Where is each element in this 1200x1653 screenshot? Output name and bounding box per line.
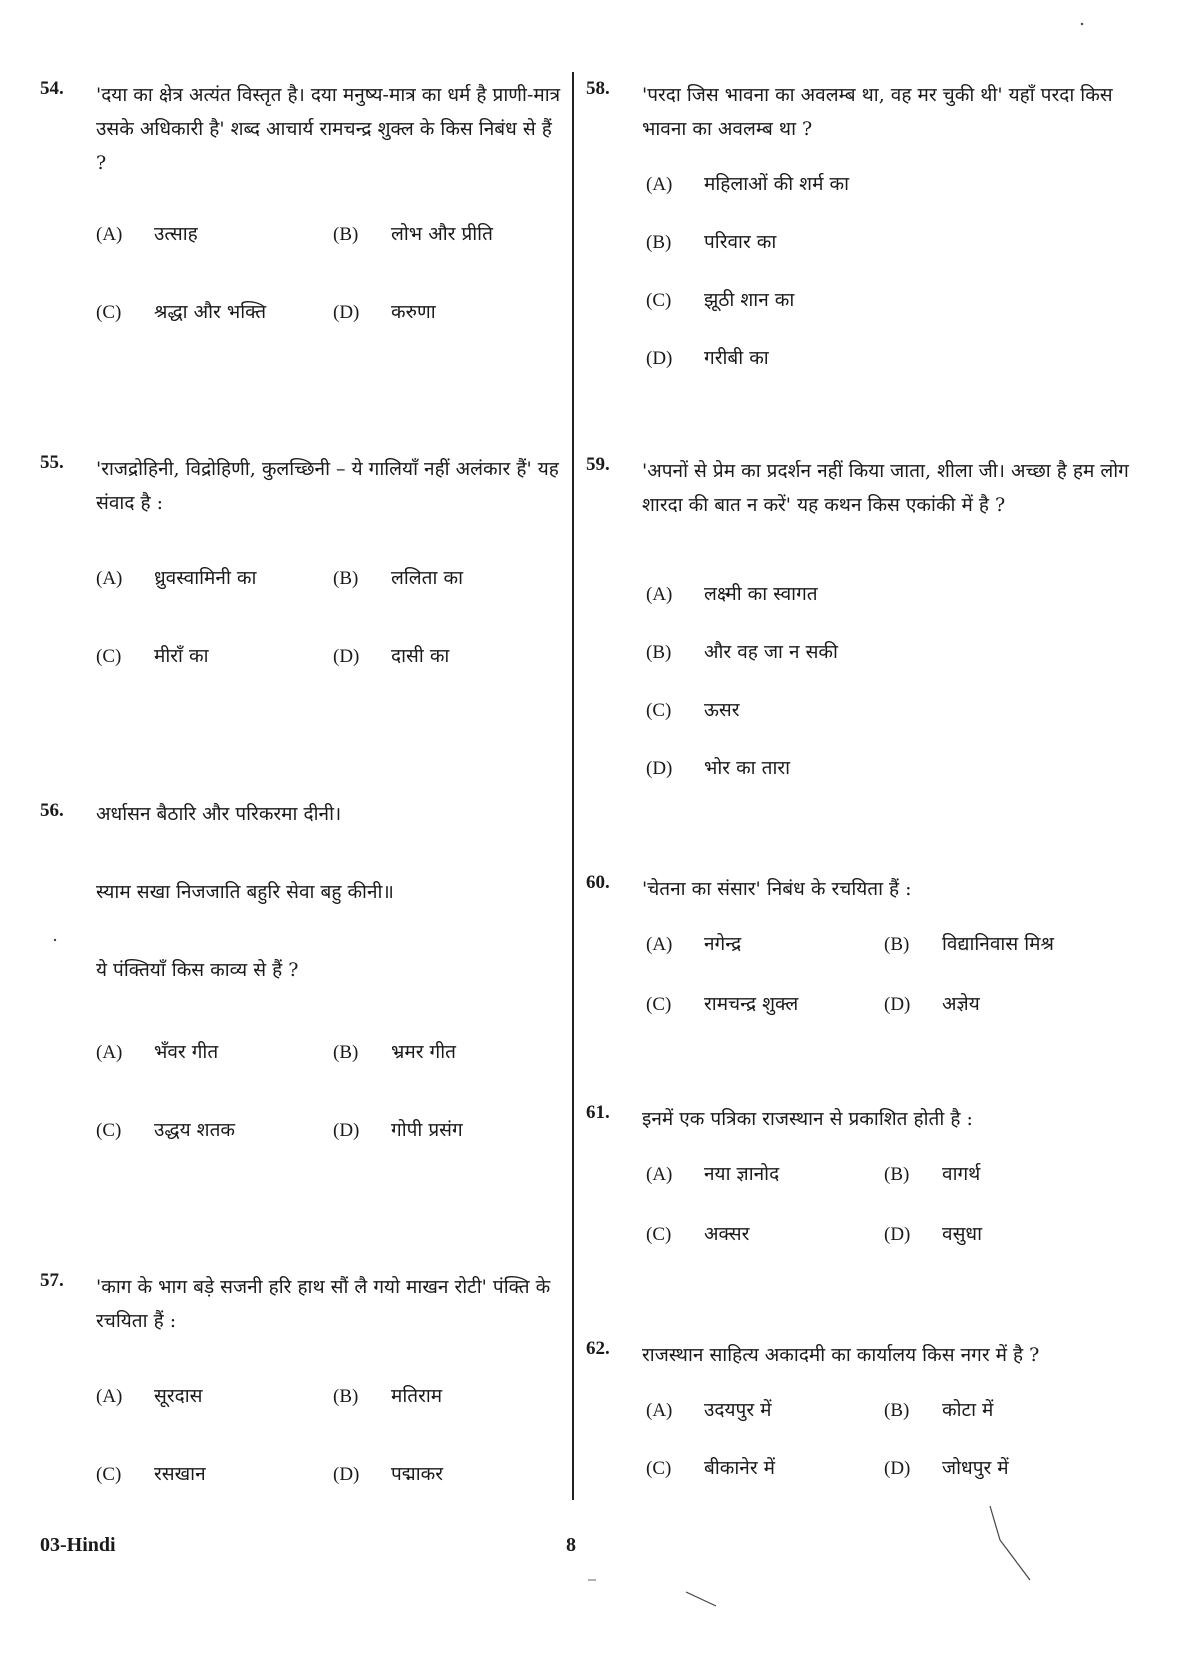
option-text: बीकानेर में (704, 1457, 776, 1479)
option-label: (B) (884, 1400, 910, 1421)
question-text: 'अपनों से प्रेम का प्रदर्शन नहीं किया जाता, शीला जी। अच्छा है हम लोग शारदा की बात न करें' यह कथन किस एकांकी में है ? (642, 460, 1129, 516)
option-c (96, 298, 266, 324)
option-label: (B) (333, 224, 359, 245)
option-text: रामचन्द्र शुक्ल (704, 993, 799, 1015)
option-b (333, 220, 493, 246)
option-c (646, 286, 794, 312)
option-c (96, 1460, 206, 1486)
option-a (646, 170, 849, 196)
option-label: (B) (646, 642, 672, 663)
question-text: 'परदा जिस भावना का अवलम्ब था, वह मर चुकी थी' यहाँ परदा किस भावना का अवलम्ब था ? (642, 84, 1113, 140)
option-label: (B) (646, 232, 672, 253)
option-text: रसखान (154, 1463, 206, 1485)
question-text: 'चेतना का संसार' निबंध के रचयिता हैं : (642, 878, 912, 900)
column-divider (572, 72, 574, 1500)
option-text: भ्रमर गीत (391, 1041, 456, 1063)
option-label: (C) (646, 994, 672, 1015)
question-number: 59. (586, 454, 610, 475)
option-text: करुणा (391, 301, 436, 323)
option-label: (A) (96, 568, 123, 589)
option-d (333, 298, 436, 324)
option-a (646, 930, 741, 956)
option-label: (A) (96, 1386, 123, 1407)
option-a (96, 564, 256, 590)
option-text: नया ज्ञानोद (704, 1163, 780, 1185)
option-text: लक्ष्मी का स्वागत (704, 583, 818, 605)
option-text: उद्धय शतक (154, 1119, 235, 1141)
option-d (884, 1454, 1009, 1480)
option-label: (A) (646, 1164, 673, 1185)
option-text: ललिता का (391, 567, 463, 589)
option-text: मतिराम (391, 1385, 443, 1407)
verse-line-2: स्याम सखा निजजाति बहुरि सेवा बहु कीनी॥ (96, 881, 394, 903)
option-text: उत्साह (154, 223, 198, 245)
question-text: 'राजद्रोहिनी, विद्रोहिणी, कुलच्छिनी – ये गालियाँ नहीं अलंकार हैं' यह संवाद है : (96, 458, 559, 514)
option-label: (D) (646, 758, 673, 779)
option-text: गोपी प्रसंग (391, 1119, 463, 1141)
option-b (884, 930, 1054, 956)
option-label: (A) (96, 224, 123, 245)
question-text: 'काग के भाग बड़े सजनी हरि हाथ सौं लै गयो माखन रोटी' पंक्ति के रचयिता हैं : (96, 1276, 551, 1332)
option-c (96, 642, 209, 668)
option-label: (C) (96, 646, 122, 667)
option-text: नगेन्द्र (704, 933, 742, 955)
option-text: मीराँ का (154, 645, 209, 667)
option-text: विद्यानिवास मिश्र (942, 933, 1054, 955)
question-number: 56. (40, 800, 64, 821)
option-c (646, 696, 740, 722)
option-label: (C) (646, 290, 672, 311)
option-text: पद्माकर (391, 1463, 444, 1485)
option-a (96, 1382, 202, 1408)
option-label: (C) (646, 1224, 672, 1245)
option-d (884, 1220, 982, 1246)
option-label: (A) (646, 934, 673, 955)
option-text: श्रद्धा और भक्ति (154, 301, 267, 323)
option-d (333, 642, 449, 668)
option-text: वसुधा (942, 1223, 983, 1245)
question-number: 61. (586, 1102, 610, 1123)
option-label: (D) (884, 1458, 911, 1479)
question-number: 57. (40, 1270, 64, 1291)
option-b (884, 1396, 993, 1422)
option-text: जोधपुर में (942, 1457, 1009, 1479)
option-text: वागर्थ (942, 1163, 981, 1185)
question-text: 'दया का क्षेत्र अत्यंत विस्तृत है। दया मनुष्य-मात्र का धर्म है प्राणी-मात्र उसके अधिकारी है' शब्द आचार्य रामचन्द्र शुक्ल के किस निबंध से हैं ? (96, 84, 561, 174)
question-number: 58. (586, 78, 610, 99)
pen-mark (1000, 1540, 1030, 1580)
option-text: अज्ञेय (942, 993, 980, 1015)
option-text: ऊसर (704, 699, 740, 721)
option-text: ध्रुवस्वामिनी का (154, 567, 257, 589)
option-c (646, 1220, 749, 1246)
option-label: (C) (96, 1464, 122, 1485)
option-label: (D) (333, 1120, 360, 1141)
question-text: राजस्थान साहित्य अकादमी का कार्यालय किस नगर में है ? (642, 1344, 1040, 1366)
speck-mark (54, 939, 56, 941)
option-a (646, 1160, 779, 1186)
option-text: भँवर गीत (154, 1041, 219, 1063)
option-text: परिवार का (704, 231, 777, 253)
option-d (333, 1116, 463, 1142)
option-text: झूठी शान का (704, 289, 795, 311)
option-label: (D) (884, 1224, 911, 1245)
pen-mark (686, 1592, 716, 1606)
question-text: ये पंक्तियाँ किस काव्य से हैं ? (96, 959, 299, 981)
option-label: (A) (646, 584, 673, 605)
option-label: (C) (96, 302, 122, 323)
option-d (884, 990, 980, 1016)
option-c (646, 990, 798, 1016)
option-a (646, 1396, 772, 1422)
question-number: 60. (586, 872, 610, 893)
option-text: दासी का (391, 645, 450, 667)
option-d (333, 1460, 443, 1486)
option-label: (A) (646, 174, 673, 195)
option-text: सूरदास (154, 1385, 203, 1407)
option-text: गरीबी का (704, 347, 769, 369)
option-c (96, 1116, 235, 1142)
option-label: (B) (884, 1164, 910, 1185)
option-b (333, 1382, 442, 1408)
option-c (646, 1454, 775, 1480)
question-text: इनमें एक पत्रिका राजस्थान से प्रकाशित होती है : (642, 1108, 973, 1130)
question-number: 55. (40, 452, 64, 473)
option-b (646, 638, 838, 664)
option-label: (D) (333, 302, 360, 323)
option-text: लोभ और प्रीति (391, 223, 493, 245)
option-a (96, 1038, 218, 1064)
option-label: (C) (646, 1458, 672, 1479)
option-a (646, 580, 818, 606)
option-text: भोर का तारा (704, 757, 791, 779)
option-label: (B) (884, 934, 910, 955)
verse-line-1: अर्धासन बैठारि और परिकरमा दीनी। (96, 803, 342, 825)
option-label: (B) (333, 568, 359, 589)
question-number: 62. (586, 1338, 610, 1359)
option-b (333, 1038, 456, 1064)
option-d (646, 344, 769, 370)
option-text: अक्सर (704, 1223, 750, 1245)
option-label: (A) (96, 1042, 123, 1063)
option-label: (D) (884, 994, 911, 1015)
option-b (646, 228, 776, 254)
option-text: उदयपुर में (704, 1399, 772, 1421)
option-text: और वह जा न सकी (704, 641, 838, 663)
paper-code: 03-Hindi (40, 1534, 116, 1556)
option-label: (A) (646, 1400, 673, 1421)
option-d (646, 754, 790, 780)
option-label: (B) (333, 1042, 359, 1063)
option-label: (C) (646, 700, 672, 721)
option-label: (B) (333, 1386, 359, 1407)
option-label: (C) (96, 1120, 122, 1141)
option-b (333, 564, 463, 590)
option-a (96, 220, 198, 246)
option-label: (D) (333, 1464, 360, 1485)
option-label: (D) (333, 646, 360, 667)
question-number: 54. (40, 78, 64, 99)
option-b (884, 1160, 980, 1186)
option-text: महिलाओं की शर्म का (704, 173, 850, 195)
pen-mark (990, 1506, 1000, 1540)
option-label: (D) (646, 348, 673, 369)
speck-mark (1081, 23, 1083, 25)
option-text: कोटा में (942, 1399, 994, 1421)
page-number: 8 (566, 1534, 576, 1556)
